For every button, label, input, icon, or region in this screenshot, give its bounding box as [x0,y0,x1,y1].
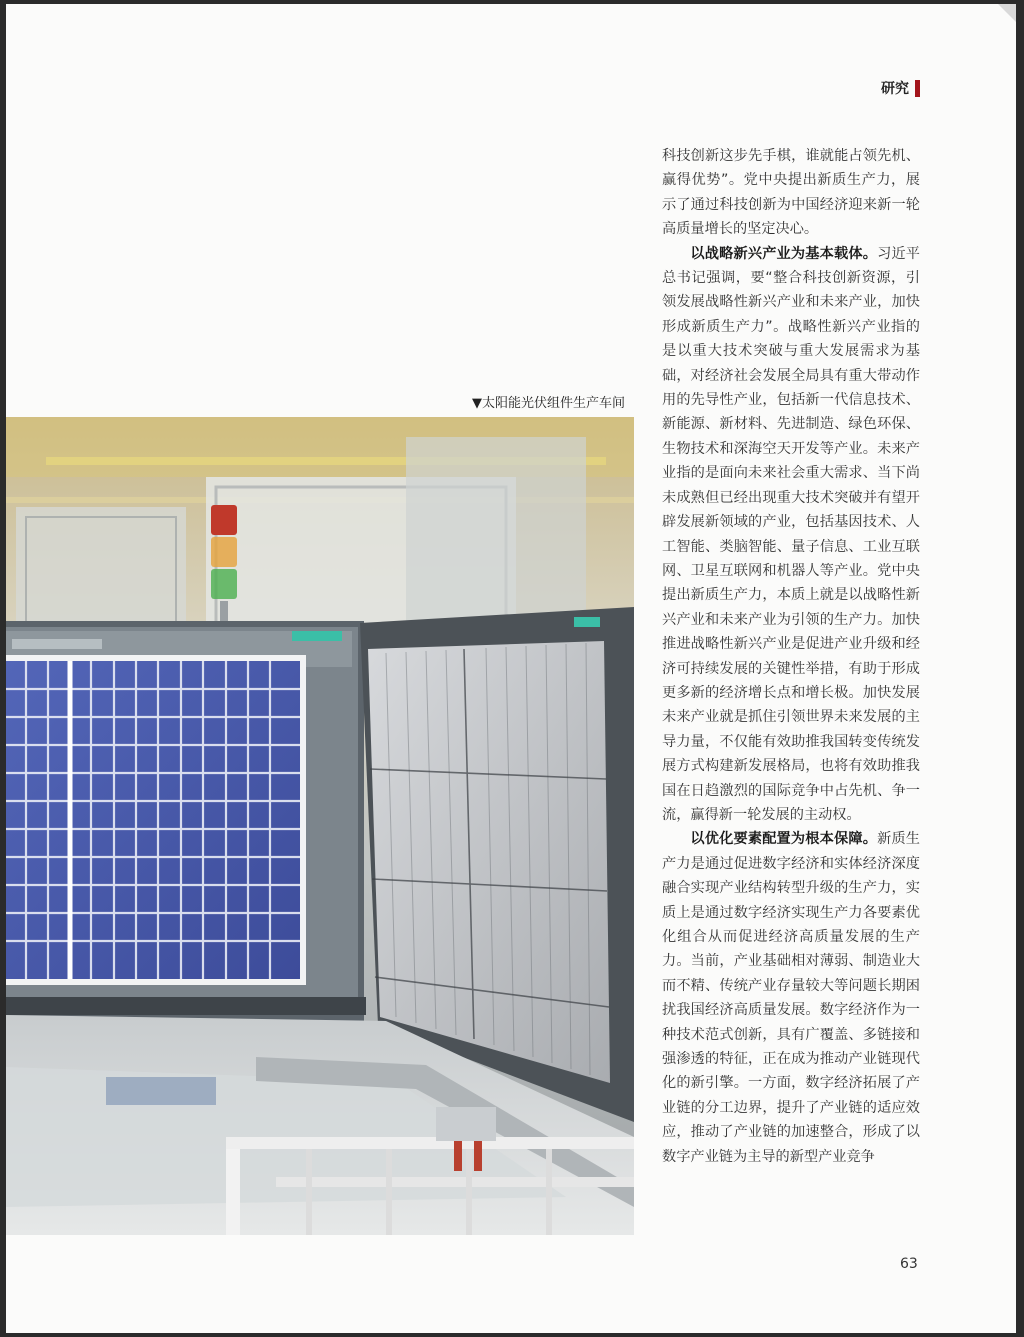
figure-caption: ▼太阳能光伏组件生产车间 [472,396,625,411]
article-paragraph-3 [662,827,920,1169]
paragraph-2-body: 习近平总书记强调，要“整合科技创新资源，引领发展战略性新兴产业和未来产业，加快形成新质生产力”。战略性新兴产业指的是以重大技术突破与重大发展需求为基础，对经济社会发展全局具有重大带动作用的先导性产业，包括新一代信息技术、新能源、新材料、先进制造、绿色环保、生物技术和深海空天开发等产业。未来产业指的是面向未来社会重大需求、当下尚未成熟但已经出现重大技术突破并有望开辟发展新领域的产业，包括基因技术、人工智能、类脑智能、量子信息、工业互联网、卫星互联网和机器人等产业。党中央提出新质生产力，本质上就是以战略性新兴产业和未来产业为引领的生产力。加快推进战略性新兴产业是促进产业升级和经济可持续发展的关键性举措，有助于形成更多新的经济增长点和增长极。加快发展未来产业就是抓住引领世界未来发展的主导力量，不仅能有效助推我国转变传统发展方式构建新发展格局，也将有效助推我国在日趋激烈的国际竞争中占先机、争一流，赢得新一轮发展的主动权。 [662,245,920,823]
paragraph-2-lead: 以战略新兴产业为基本载体。 [690,245,878,262]
magazine-page [6,4,1016,1333]
article-paragraph-1: 科技创新这步先手棋，谁就能占领先机、赢得优势”。党中央提出新质生产力，展示了通过科技创新为中国经济迎来新一轮高质量增长的坚定决心。 [662,148,920,238]
paragraph-3-body: 新质生产力是通过促进数字经济和实体经济深度融合实现产业结构转型升级的生产力，实质上是通过数字经济实现生产力各要素优化组合从而促进经济高质量发展的生产力。当前，产业基础相对薄弱、制造业大而不精、传统产业存量较大等问题长期困扰我国经济高质量发展。数字经济作为一种技术范式创新，具有广覆盖、多链接和强渗透的特征，正在成为推动产业链现代化的新引擎。一方面，数字经济拓展了产业链的分工边界，提升了产业链的适应效应，推动了产业链的加速整合，形成了以数字产业链为主导的新型产业竞争 [662,831,920,1165]
page-fold-corner [998,4,1016,22]
section-title: 研究 [881,81,909,97]
article-column [662,144,920,1169]
page-number: 63 [900,1256,918,1272]
section-header [881,78,920,98]
solar-panel-workshop-photo [6,417,634,1235]
section-marker-bar [915,80,920,97]
article-paragraph-2 [662,242,920,828]
paragraph-3-lead: 以优化要素配置为根本保障。 [690,831,878,848]
